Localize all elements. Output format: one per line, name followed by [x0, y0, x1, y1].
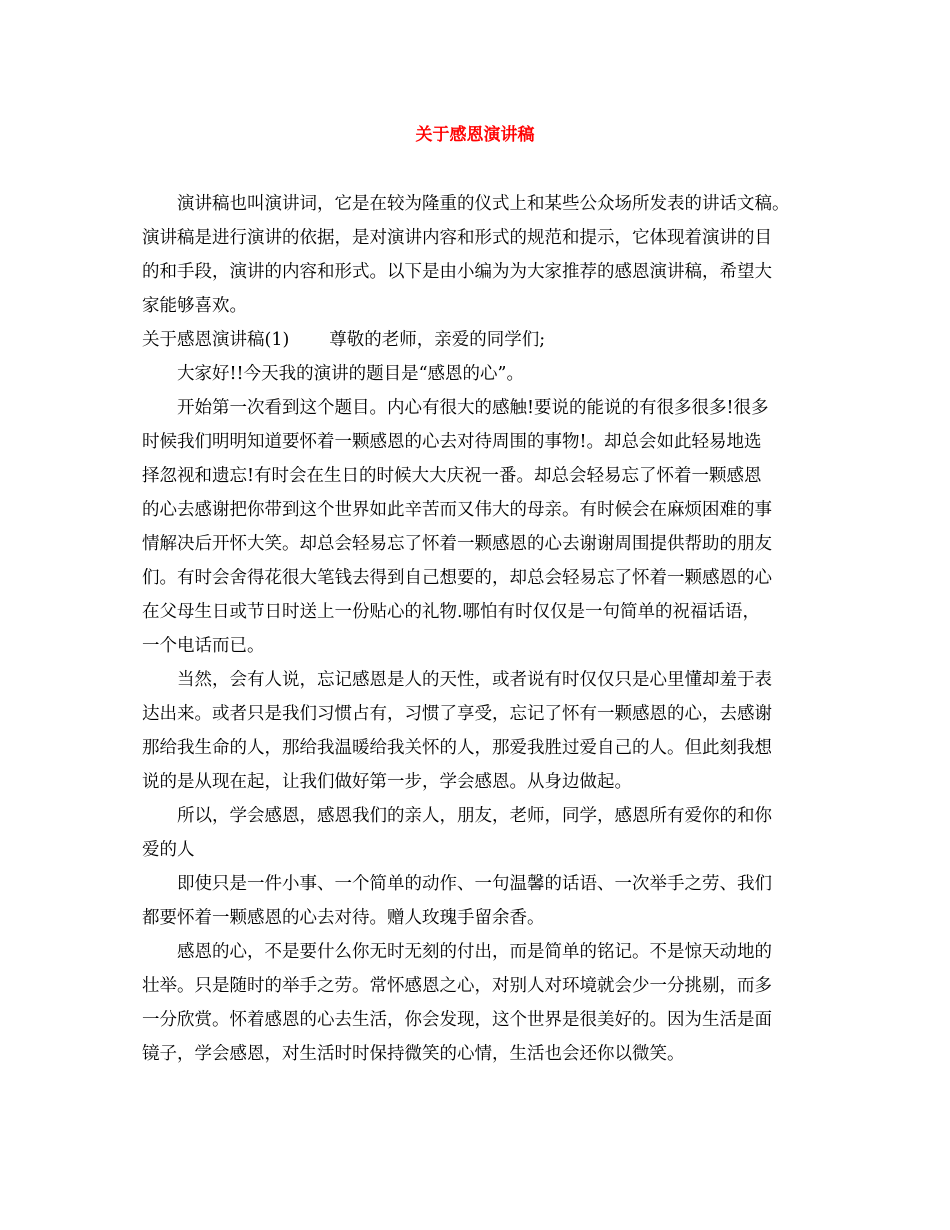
- document-body: [142, 187, 842, 1071]
- paragraph-4: [142, 867, 842, 935]
- text-line: 一个电话而已。: [142, 636, 265, 656]
- text-line: 大家好!!今天我的演讲的题目是“感恩的心”。: [142, 364, 524, 384]
- text-line: 壮举。只是随时的举手之劳。常怀感恩之心，对别人对环境就会少一分挑剔，而多: [142, 976, 772, 996]
- text-line: 当然，会有人说，忘记感恩是人的天性，或者说有时仅仅只是心里懂却羞于表: [142, 670, 772, 690]
- text-line: 一分欣赏。怀着感恩的心去生活，你会发现，这个世界是很美好的。因为生活是面: [142, 1010, 772, 1030]
- section-heading-line: [142, 323, 842, 357]
- paragraph-5: [142, 935, 842, 1071]
- text-line: 所以，学会感恩，感恩我们的亲人，朋友，老师，同学，感恩所有爱你的和你: [142, 806, 772, 826]
- text-line: 都要怀着一颗感恩的心去对待。赠人玫瑰手留余香。: [142, 908, 545, 928]
- paragraph-2: [142, 663, 842, 799]
- text-line: 择忽视和遗忘!有时会在生日的时候大大庆祝一番。却总会轻易忘了怀着一颗感恩: [142, 466, 762, 486]
- paragraph-1: [142, 391, 842, 663]
- text-line: 镜子，学会感恩，对生活时时保持微笑的心情，生活也会还你以微笑。: [142, 1044, 685, 1064]
- text-line: 即使只是一件小事、一个简单的动作、一句温馨的话语、一次举手之劳、我们: [142, 874, 772, 894]
- salutation: 尊敬的老师，亲爱的同学们;: [329, 330, 546, 350]
- text-line: 感恩的心，不是要什么你无时无刻的付出，而是简单的铭记。不是惊天动地的: [142, 942, 772, 962]
- text-line: 的和手段，演讲的内容和形式。以下是由小编为为大家推荐的感恩演讲稿，希望大: [142, 262, 772, 282]
- greeting-paragraph: [142, 357, 842, 391]
- paragraph-3: [142, 799, 842, 867]
- intro-paragraph: [142, 187, 842, 323]
- text-line: 家能够喜欢。: [142, 296, 247, 316]
- section-heading: 关于感恩演讲稿(1): [142, 330, 290, 350]
- text-line: 时候我们明明知道要怀着一颗感恩的心去对待周围的事物!。却总会如此轻易地选: [142, 432, 762, 452]
- text-line: 情解决后开怀大笑。却总会轻易忘了怀着一颗感恩的心去谢谢周围提供帮助的朋友: [142, 534, 772, 554]
- document-title: 关于感恩演讲稿: [415, 125, 535, 145]
- text-line: 说的是从现在起，让我们做好第一步，学会感恩。从身边做起。: [142, 772, 632, 792]
- text-line: 开始第一次看到这个题目。内心有很大的感触!要说的能说的有很多很多!很多: [142, 398, 769, 418]
- text-line: 们。有时会舍得花很大笔钱去得到自己想要的，却总会轻易忘了怀着一颗感恩的心: [142, 568, 772, 588]
- text-line: 爱的人: [142, 840, 195, 860]
- text-line: 的心去感谢把你带到这个世界如此辛苦而又伟大的母亲。有时候会在麻烦困难的事: [142, 500, 772, 520]
- text-line: 那给我生命的人，那给我温暖给我关怀的人，那爱我胜过爱自己的人。但此刻我想: [142, 738, 772, 758]
- text-line: 演讲稿也叫演讲词，它是在较为隆重的仪式上和某些公众场所发表的讲话文稿。: [142, 194, 790, 214]
- text-line: 演讲稿是进行演讲的依据，是对演讲内容和形式的规范和提示，它体现着演讲的目: [142, 228, 772, 248]
- text-line: 在父母生日或节日时送上一份贴心的礼物.哪怕有时仅仅是一句简单的祝福话语，: [142, 602, 761, 622]
- text-line: 达出来。或者只是我们习惯占有，习惯了享受，忘记了怀有一颗感恩的心，去感谢: [142, 704, 772, 724]
